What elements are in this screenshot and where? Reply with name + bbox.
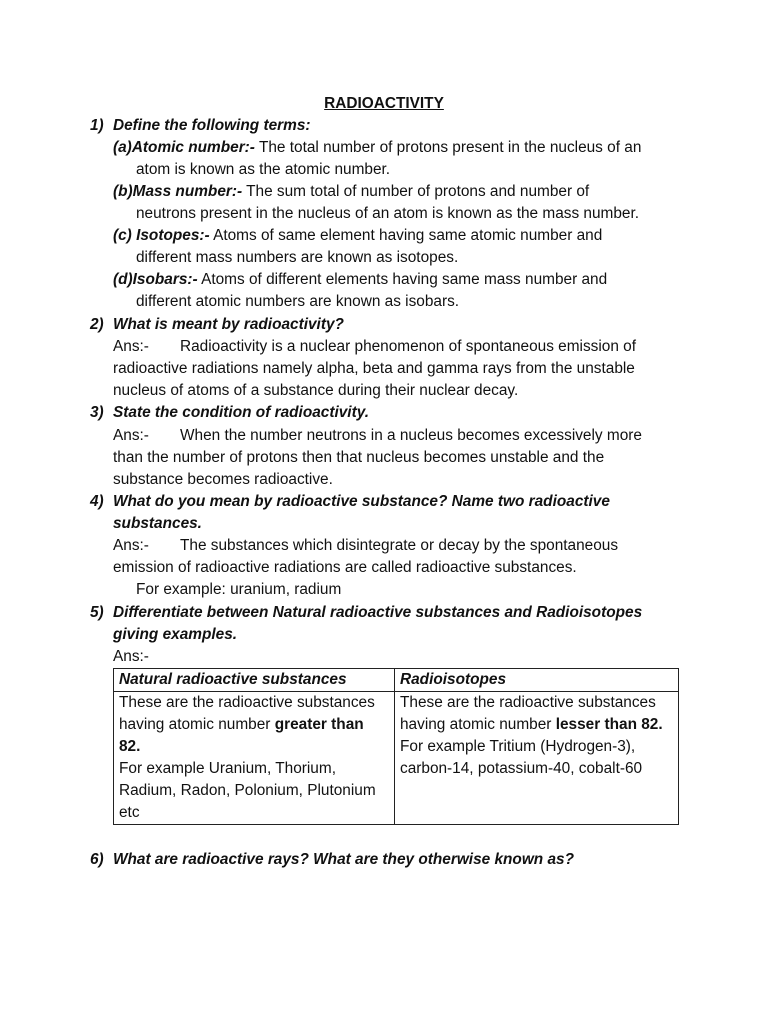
natural-line1: These are the radioactive substances	[119, 694, 375, 711]
table-header-radioisotopes: Radioisotopes	[395, 669, 679, 692]
q2-ans-text2: radioactive radiations namely alpha, beta and gamma rays from the unstable	[113, 360, 635, 377]
q1-c-line1	[113, 226, 602, 246]
radioisotopes-line2	[400, 714, 673, 736]
table-row	[114, 692, 679, 825]
q1-a-text1: The total number of protons present in the nucleus of an	[254, 139, 642, 156]
q2-question: What is meant by radioactivity?	[113, 316, 344, 333]
natural-line4: Radium, Radon, Polonium, Plutonium	[119, 782, 376, 799]
q3-ans-text3: substance becomes radioactive.	[113, 471, 333, 488]
q1-question: Define the following terms:	[113, 117, 311, 134]
q3-question: State the condition of radioactivity.	[113, 404, 369, 421]
q1-c-term: Isotopes:-	[136, 227, 210, 244]
natural-line2-text: having atomic number	[119, 716, 275, 733]
q1-b-term: Mass number:-	[132, 183, 243, 200]
q5-number: 5)	[90, 604, 104, 621]
radioisotopes-line4: carbon-14, potassium-40, cobalt-60	[400, 760, 643, 777]
q1-d-line1	[113, 270, 607, 290]
q1-a-term: Atomic number:-	[131, 139, 255, 156]
q5-question-line1: Differentiate between Natural radioactive substances and Radioisotopes	[113, 604, 643, 621]
q1-b-line1	[113, 182, 589, 202]
natural-line3: For example Uranium, Thorium,	[119, 760, 336, 777]
q1-a-line1	[113, 138, 641, 158]
q2-ans-text3: nucleus of atoms of a substance during their nuclear decay.	[113, 382, 519, 399]
table-header-natural: Natural radioactive substances	[114, 669, 395, 692]
radioisotopes-line3: For example Tritium (Hydrogen-3),	[400, 738, 636, 755]
q3-ans-text1: When the number neutrons in a nucleus becomes excessively more	[180, 427, 642, 444]
q1-b-text2: neutrons present in the nucleus of an atom is known as the mass number.	[136, 205, 640, 222]
q4-ans-label: Ans:-	[113, 537, 149, 554]
q4-number: 4)	[90, 493, 104, 510]
q1-c-text2: different mass numbers are known as isotopes.	[136, 249, 459, 266]
q1-d-label: (d)	[113, 271, 133, 288]
q1-number: 1)	[90, 117, 104, 134]
q4-answer-line1	[113, 536, 618, 556]
q1-d-text1: Atoms of different elements having same mass number and	[197, 271, 608, 288]
page-title: RADIOACTIVITY	[324, 95, 444, 112]
q1-b-text1: The sum total of number of protons and number of	[242, 183, 590, 200]
table-cell-natural	[114, 692, 395, 825]
radioisotopes-line1: These are the radioactive substances	[400, 694, 656, 711]
q3-ans-text2: than the number of protons then that nucleus becomes unstable and the	[113, 449, 605, 466]
q6-question: What are radioactive rays? What are they otherwise known as?	[113, 851, 575, 868]
q1-d-term: Isobars:-	[132, 271, 198, 288]
radioisotopes-emphasis: lesser than 82.	[555, 716, 663, 733]
q4-ans-text3: For example: uranium, radium	[136, 581, 342, 598]
radioisotopes-line2-text: having atomic number	[400, 716, 556, 733]
table-cell-radioisotopes	[395, 692, 679, 825]
q4-question-line1: What do you mean by radioactive substance? Name two radioactive	[113, 493, 610, 510]
natural-line5: etc	[119, 804, 140, 821]
q2-ans-label: Ans:-	[113, 338, 149, 355]
natural-line2	[119, 714, 389, 758]
q4-ans-text1: The substances which disintegrate or decay by the spontaneous	[180, 537, 619, 554]
table-header-row	[114, 669, 679, 692]
q1-d-text2: different atomic numbers are known as isobars.	[136, 293, 460, 310]
q1-c-text1: Atoms of same element having same atomic number and	[209, 227, 603, 244]
q1-b-label: (b)	[113, 183, 133, 200]
q4-ans-text2: emission of radioactive radiations are called radioactive substances.	[113, 559, 577, 576]
q3-ans-label: Ans:-	[113, 427, 149, 444]
comparison-table	[113, 668, 679, 825]
q5-ans-label: Ans:-	[113, 648, 149, 665]
q2-number: 2)	[90, 316, 104, 333]
q1-c-label: (c)	[113, 227, 132, 244]
q6-number: 6)	[90, 851, 104, 868]
natural-emphasis: greater than 82.	[119, 716, 364, 755]
q3-answer-line1	[113, 426, 642, 446]
q2-ans-text1: Radioactivity is a nuclear phenomenon of spontaneous emission of	[180, 338, 637, 355]
q2-answer-line1	[113, 337, 636, 357]
q1-a-label: (a)	[113, 139, 132, 156]
q1-a-text2: atom is known as the atomic number.	[136, 161, 391, 178]
q5-question-line2: giving examples.	[113, 626, 238, 643]
q3-number: 3)	[90, 404, 104, 421]
q4-question-line2: substances.	[113, 515, 202, 532]
